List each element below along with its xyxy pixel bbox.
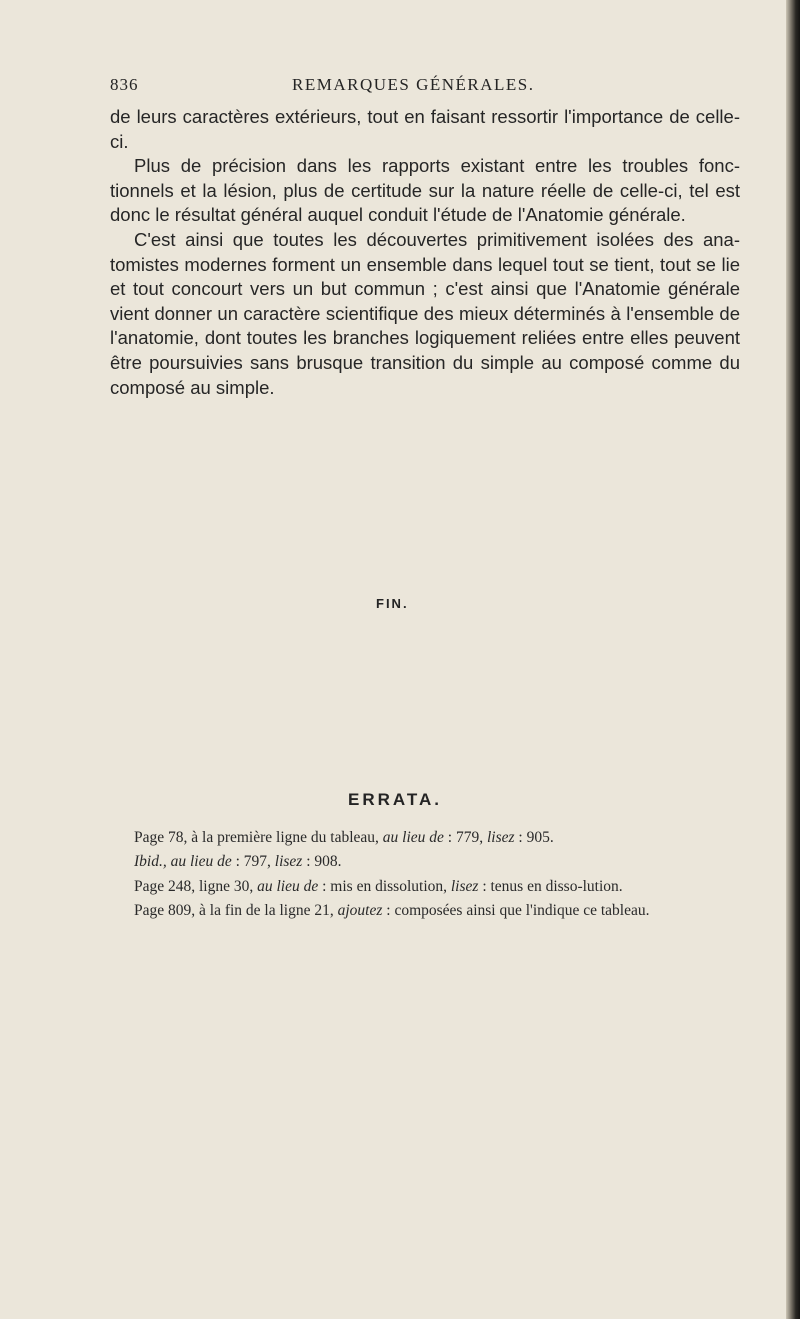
errata-text: Page 78, à la première ligne du tableau, <box>134 829 383 846</box>
paragraph-1: de leurs caractères extérieurs, tout en faisant ressortir l'importance de celle-ci. <box>110 106 740 152</box>
errata-italic: au lieu de <box>382 829 444 846</box>
page-number: 836 <box>110 75 139 94</box>
errata-entry <box>110 850 738 874</box>
paragraph-3: C'est ainsi que toutes les découvertes primitivement isolées des ana-tomistes modernes forment un ensemble dans lequel tout se tient, tout se lie et tout concourt vers un but commun ; c'est ainsi que l'Anatomie générale vient donner un caractère scientifique des mieux déterminés à l'ensemble de l'anatomie, dont toutes les branches logiquement reliées entre elles peuvent être poursuivies sans brusque transition du simple au composé comme du composé au simple. <box>110 228 740 398</box>
paragraph-2: Plus de précision dans les rapports existant entre les troubles fonc-tionnels et la lésion, plus de certitude sur la nature réelle de celle-ci, tel est donc le résultat général auquel conduit l'étude de l'Anatomie générale. <box>110 155 740 226</box>
errata-entry <box>110 875 738 899</box>
errata-text: Page 809, à la fin de la ligne 21, <box>134 901 338 919</box>
fin-mark: FIN. <box>376 596 409 611</box>
errata-italic: lisez <box>274 853 303 871</box>
errata-text: : tenus en disso-lution. <box>478 877 623 895</box>
errata-list <box>110 826 738 923</box>
main-text <box>110 105 740 400</box>
errata-title: ERRATA. <box>348 790 443 809</box>
errata-text: : 797, <box>231 853 275 871</box>
errata-italic: lisez <box>450 877 479 895</box>
errata-text: Page 248, ligne 30, <box>134 877 258 895</box>
errata-entry <box>110 826 738 850</box>
page-edge-shadow <box>786 0 800 1319</box>
errata-italic: Ibid., au lieu de <box>134 853 232 871</box>
page-header <box>110 75 740 101</box>
errata-italic: ajoutez <box>337 901 383 919</box>
errata-entry <box>110 899 738 923</box>
errata-text: : mis en dissolution, <box>318 877 451 895</box>
errata-text: : 908. <box>302 853 342 871</box>
running-head: REMARQUES GÉNÉRALES. <box>292 75 535 94</box>
errata-italic: au lieu de <box>257 877 319 895</box>
errata-text: : composées ainsi que l'indique ce tableau. <box>382 901 650 919</box>
errata-text: : 905. <box>514 829 554 846</box>
errata-text: : 779, <box>443 829 487 846</box>
errata-italic: lisez <box>486 829 515 846</box>
